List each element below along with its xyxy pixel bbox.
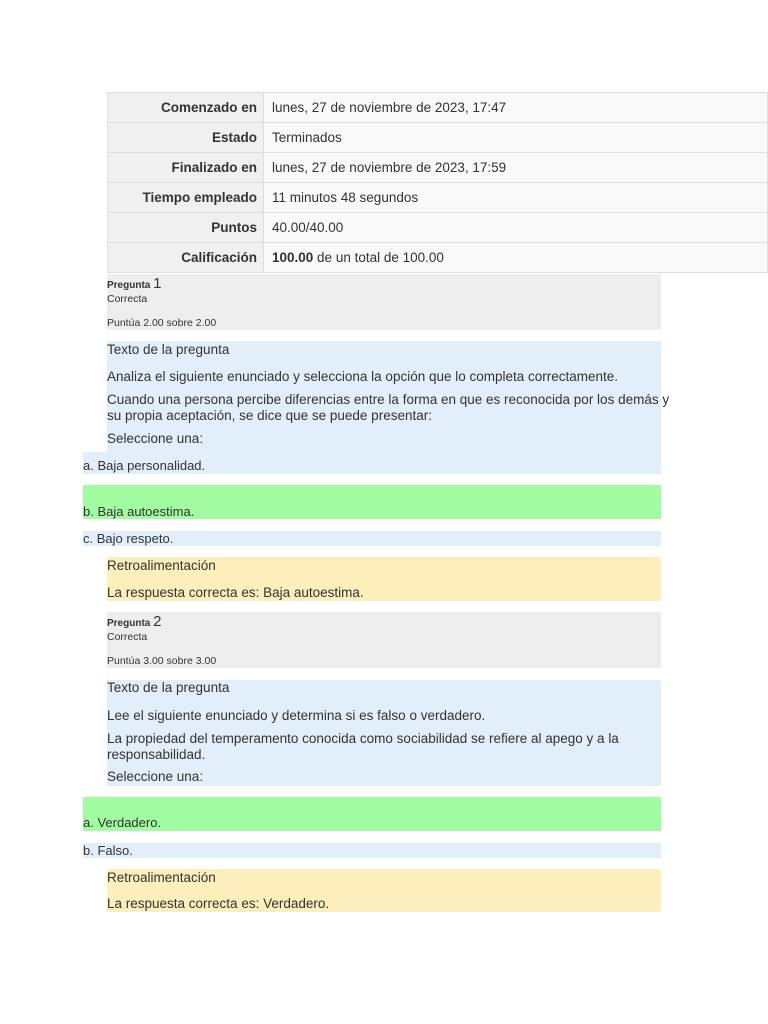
question-text-block	[107, 680, 661, 786]
summary-label: Estado	[108, 123, 264, 153]
feedback-text: La respuesta correcta es: Verdadero.	[107, 896, 330, 911]
summary-row	[108, 123, 768, 153]
question-statement: su propia aceptación, se dice que se puede presentar:	[107, 408, 432, 423]
answer-option-label: b. Baja autoestima.	[83, 504, 195, 519]
select-prompt: Seleccione una:	[107, 769, 204, 784]
select-prompt: Seleccione una:	[107, 431, 204, 446]
summary-label: Tiempo empleado	[108, 183, 264, 213]
question-state: Correcta	[107, 631, 148, 643]
question-statement: Cuando una persona percibe diferencias entre la forma en que es reconocida por los demás y	[107, 392, 670, 407]
summary-value: 11 minutos 48 segundos	[264, 183, 768, 213]
summary-row	[108, 213, 768, 243]
summary-row	[108, 153, 768, 183]
answer-option[interactable]	[83, 452, 661, 474]
summary-value: lunes, 27 de noviembre de 2023, 17:59	[264, 153, 768, 183]
feedback-title: Retroalimentación	[107, 870, 216, 885]
question-grade: Puntúa 2.00 sobre 2.00	[107, 317, 217, 329]
question-text-block	[107, 341, 670, 452]
answer-option-label: b. Falso.	[83, 843, 133, 858]
summary-value: lunes, 27 de noviembre de 2023, 17:47	[264, 93, 768, 123]
summary-label: Finalizado en	[108, 153, 264, 183]
answer-option-correct[interactable]	[83, 485, 661, 519]
summary-row	[108, 93, 768, 123]
question-instruction: Analiza el siguiente enunciado y selecciona la opción que lo completa correctamente.	[107, 369, 619, 384]
summary-row	[108, 183, 768, 213]
answer-option[interactable]	[83, 843, 661, 858]
attempt-summary-table	[107, 92, 768, 273]
summary-value: Terminados	[264, 123, 768, 153]
answer-option-label: c. Bajo respeto.	[83, 531, 174, 546]
question-text-title: Texto de la pregunta	[107, 680, 230, 695]
answer-option[interactable]	[83, 531, 661, 546]
answer-option-label: a. Baja personalidad.	[83, 458, 206, 473]
summary-row	[108, 243, 768, 273]
question-grade: Puntúa 3.00 sobre 3.00	[107, 655, 217, 667]
feedback-block	[107, 869, 661, 912]
summary-label: Comenzado en	[108, 93, 264, 123]
summary-label: Calificación	[108, 243, 264, 273]
answer-option-label: a. Verdadero.	[83, 815, 162, 830]
grade-value: 100.00	[272, 250, 314, 265]
answer-option-correct[interactable]	[83, 797, 661, 831]
feedback-block	[107, 557, 661, 601]
question-text-title: Texto de la pregunta	[107, 342, 230, 357]
question-statement: responsabilidad.	[107, 747, 206, 762]
feedback-title: Retroalimentación	[107, 558, 216, 573]
question-number: Pregunta 2	[107, 613, 162, 630]
feedback-text: La respuesta correcta es: Baja autoestima.	[107, 585, 364, 600]
question-instruction: Lee el siguiente enunciado y determina si es falso o verdadero.	[107, 708, 486, 723]
summary-grade	[264, 243, 768, 273]
summary-value: 40.00/40.00	[264, 213, 768, 243]
question-state: Correcta	[107, 293, 148, 305]
question-info	[107, 274, 661, 330]
grade-total: de un total de 100.00	[313, 250, 444, 265]
summary-label: Puntos	[108, 213, 264, 243]
question-number: Pregunta 1	[107, 275, 162, 292]
question-statement: La propiedad del temperamento conocida como sociabilidad se refiere al apego y a la	[107, 731, 619, 746]
question-info	[107, 612, 661, 668]
